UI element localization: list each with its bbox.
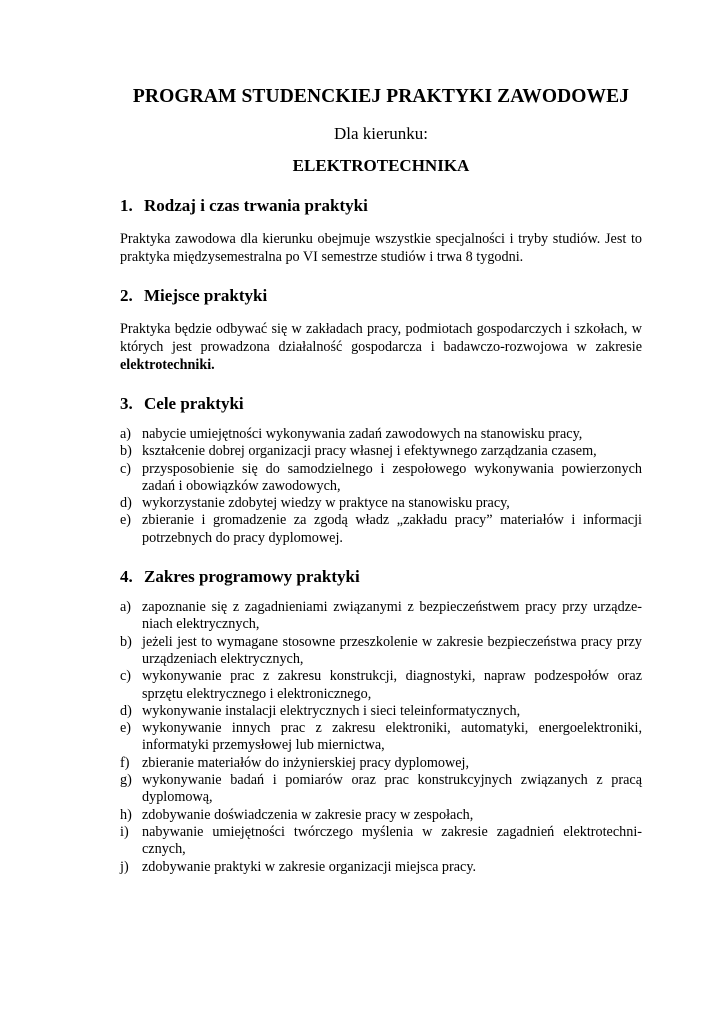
list-item-text: jeżeli jest to wymagane stosowne przeszkolenie w zakresie bezpieczeństwa pracy przy urządzeniach elektrycznych,	[142, 633, 642, 667]
list-marker: d)	[120, 702, 132, 719]
list-item	[120, 443, 642, 460]
section-title: Cele praktyki	[144, 394, 244, 413]
list-marker: e)	[120, 512, 132, 529]
section-heading	[120, 567, 642, 587]
list-marker: c)	[120, 668, 132, 685]
list-item	[120, 599, 642, 634]
list-item	[120, 859, 642, 876]
list-item-text: wykonywanie badań i pomiarów oraz prac konstrukcyjnych związanych z pracą dyplomową,	[142, 772, 642, 806]
section-type-and-duration	[120, 196, 642, 266]
list-item	[120, 755, 642, 772]
list-item	[120, 703, 642, 720]
paragraph-bold-text: elektrotechniki.	[120, 357, 215, 373]
list-item	[120, 634, 642, 669]
section-paragraph: Praktyka zawodowa dla kierunku obejmuje wszystkie specjalności i tryby studiów. Jest to praktyka międzysemestralna po VI semestrze studiów i trwa 8 tygodni.	[120, 231, 642, 265]
section-paragraph	[120, 320, 642, 374]
section-title: Zakres programowy praktyki	[144, 567, 360, 587]
list-item-text: wykonywanie instalacji elektrycznych i sieci teleinformatycznych,	[142, 702, 521, 719]
list-item-text: kształcenie dobrej organizacji pracy własnej i efektywnego zarządzania czasem,	[142, 443, 597, 460]
section-title: Miejsce praktyki	[144, 286, 268, 305]
list-marker: d)	[120, 495, 132, 512]
scope-list	[120, 599, 642, 876]
list-item	[120, 720, 642, 755]
list-item-text: nabycie umiejętności wykonywania zadań zawodowych na stanowisku pracy,	[142, 426, 583, 442]
list-marker: c)	[120, 460, 132, 477]
section-number: 3.	[120, 394, 133, 413]
list-marker: e)	[120, 720, 132, 737]
goals-list	[120, 426, 642, 547]
section-number: 1.	[120, 196, 133, 215]
section-number: 4.	[120, 567, 133, 587]
list-marker: f)	[120, 754, 130, 771]
list-marker: b)	[120, 443, 132, 460]
list-marker: h)	[120, 806, 132, 823]
section-place	[120, 286, 642, 374]
list-item	[120, 426, 642, 443]
list-marker: g)	[120, 772, 132, 789]
list-item-text: przysposobienie się do samodzielnego i zespołowego wykonywania powierzonych zadań i obowiązków zawodowych,	[142, 460, 642, 494]
list-marker: a)	[120, 426, 132, 442]
list-item	[120, 668, 642, 703]
document-subtitle: Dla kierunku:	[334, 124, 428, 143]
field-of-study: ELEKTROTECHNIKA	[292, 156, 470, 175]
section-goals	[120, 394, 642, 547]
section-heading	[120, 196, 642, 216]
list-item	[120, 772, 642, 807]
section-heading	[120, 394, 642, 414]
list-marker: a)	[120, 599, 132, 616]
section-number: 2.	[120, 286, 133, 305]
list-item-text: zapoznanie się z zagadnieniami związanymi z bezpieczeństwem pracy przy urządze-niach elektrycznych,	[142, 599, 642, 633]
list-item-text: nabywanie umiejętności twórczego myślenia w zakresie zagadnień elektrotechni-cznych,	[142, 823, 642, 858]
list-item	[120, 461, 642, 496]
list-marker: j)	[120, 858, 129, 875]
section-title: Rodzaj i czas trwania praktyki	[144, 196, 368, 215]
document-title: PROGRAM STUDENCKIEJ PRAKTYKI ZAWODOWEJ	[132, 86, 630, 107]
list-item-text: wykorzystanie zdobytej wiedzy w praktyce na stanowisku pracy,	[142, 495, 510, 512]
list-item	[120, 495, 642, 512]
list-item-text: wykonywanie prac z zakresu konstrukcji, diagnostyki, napraw podzespołów oraz sprzętu elektrycznego i elektronicznego,	[142, 668, 642, 702]
list-item	[120, 807, 642, 824]
list-marker: b)	[120, 633, 132, 650]
list-item-text: zbieranie i gromadzenie za zgodą władz „zakładu pracy” materiałów i informacji potrzebnych do pracy dyplomowej.	[142, 512, 642, 546]
list-item-text: zdobywanie praktyki w zakresie organizacji miejsca pracy.	[142, 858, 477, 875]
list-item	[120, 824, 642, 859]
list-marker: i)	[120, 823, 129, 840]
section-program-scope	[120, 567, 642, 876]
list-item-text: zdobywanie doświadczenia w zakresie pracy w zespołach,	[142, 806, 474, 823]
section-heading	[120, 286, 642, 306]
list-item	[120, 512, 642, 547]
list-item-text: wykonywanie innych prac z zakresu elektroniki, automatyki, energoelektroniki, informatyki przemysłowej lub miernictwa,	[142, 720, 642, 754]
paragraph-text: Praktyka będzie odbywać się w zakładach pracy, podmiotach gospodarczych i szkołach, w których jest prowadzona działalność gospodarcza i badawczo-rozwojowa w zakresie	[120, 321, 642, 355]
list-item-text: zbieranie materiałów do inżynierskiej pracy dyplomowej,	[142, 754, 469, 771]
